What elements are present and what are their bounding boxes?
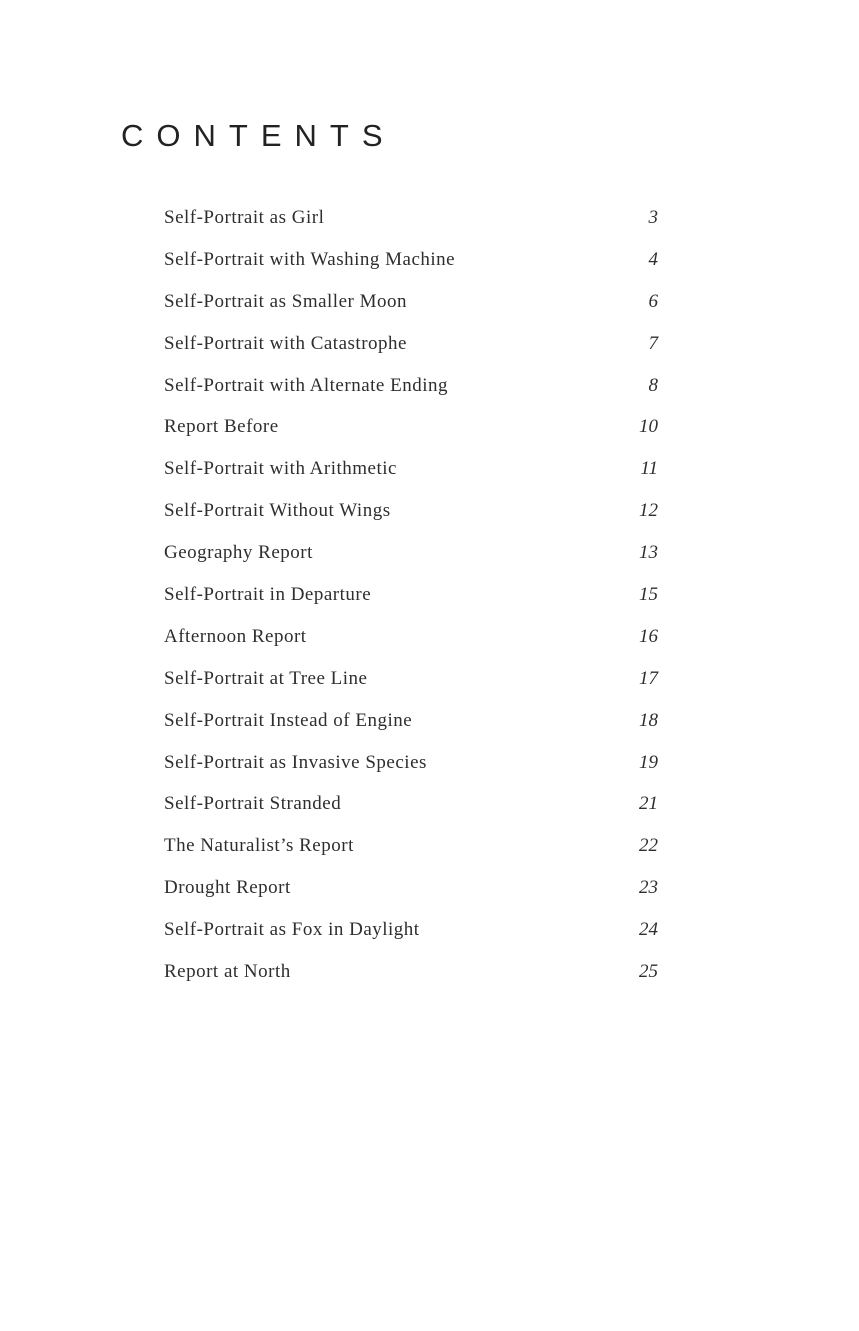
toc-entry[interactable]: [164, 281, 658, 323]
table-of-contents: [164, 197, 658, 993]
toc-entry[interactable]: [164, 197, 658, 239]
toc-entry[interactable]: [164, 532, 658, 574]
toc-entry-title: Self-Portrait as Fox in Daylight: [164, 919, 420, 941]
toc-entry-page-number: 6: [648, 290, 658, 312]
toc-entry-page-number: 18: [639, 709, 658, 731]
toc-entry-page-number: 4: [648, 248, 658, 270]
toc-entry-title: Self-Portrait Without Wings: [164, 500, 391, 522]
toc-entry[interactable]: [164, 825, 658, 867]
toc-entry-page-number: 12: [639, 500, 658, 522]
toc-entry-page-number: 16: [639, 625, 658, 647]
toc-entry-title: Report at North: [164, 961, 291, 983]
toc-entry[interactable]: [164, 909, 658, 951]
toc-entry[interactable]: [164, 365, 658, 407]
toc-entry-title: Self-Portrait as Invasive Species: [164, 751, 427, 773]
toc-entry-title: The Naturalist’s Report: [164, 835, 354, 857]
toc-entry[interactable]: [164, 616, 658, 658]
toc-entry-title: Drought Report: [164, 877, 291, 899]
toc-entry-page-number: 23: [639, 877, 658, 899]
toc-entry-page-number: 7: [648, 332, 658, 354]
toc-entry[interactable]: [164, 490, 658, 532]
toc-entry-page-number: 25: [639, 961, 658, 983]
toc-entry-page-number: 22: [639, 835, 658, 857]
toc-entry-title: Self-Portrait in Departure: [164, 584, 372, 606]
toc-entry-page-number: 13: [639, 542, 658, 564]
toc-entry-page-number: 21: [639, 793, 658, 815]
toc-entry[interactable]: [164, 448, 658, 490]
toc-entry-title: Self-Portrait as Girl: [164, 207, 325, 228]
toc-entry-page-number: 3: [648, 207, 658, 228]
toc-entry[interactable]: [164, 323, 658, 365]
toc-entry-page-number: 19: [639, 751, 658, 773]
toc-entry-title: Self-Portrait at Tree Line: [164, 667, 368, 689]
toc-entry-page-number: 8: [648, 374, 658, 396]
toc-entry-title: Report Before: [164, 416, 279, 438]
toc-entry[interactable]: [164, 742, 658, 784]
toc-entry-title: Geography Report: [164, 542, 313, 564]
toc-entry-title: Self-Portrait Stranded: [164, 793, 342, 815]
toc-entry[interactable]: [164, 406, 658, 448]
toc-entry[interactable]: [164, 658, 658, 700]
toc-entry-page-number: 17: [639, 667, 658, 689]
toc-entry-page-number: 11: [640, 458, 658, 480]
toc-entry-title: Self-Portrait with Arithmetic: [164, 458, 397, 480]
toc-entry-title: Self-Portrait as Smaller Moon: [164, 290, 407, 312]
toc-entry-page-number: 15: [639, 584, 658, 606]
toc-entry[interactable]: [164, 867, 658, 909]
toc-entry-title: Self-Portrait Instead of Engine: [164, 709, 413, 731]
toc-entry[interactable]: [164, 239, 658, 281]
toc-entry[interactable]: [164, 700, 658, 742]
toc-entry[interactable]: [164, 574, 658, 616]
toc-entry[interactable]: [164, 783, 658, 825]
toc-entry-page-number: 10: [639, 416, 658, 438]
toc-entry-title: Self-Portrait with Alternate Ending: [164, 374, 448, 396]
toc-entry-title: Self-Portrait with Washing Machine: [164, 248, 456, 270]
toc-entry-title: Afternoon Report: [164, 625, 307, 647]
contents-heading: CONTENTS: [121, 118, 396, 153]
toc-entry-page-number: 24: [639, 919, 658, 941]
toc-entry[interactable]: [164, 951, 658, 993]
toc-entry-title: Self-Portrait with Catastrophe: [164, 332, 407, 354]
